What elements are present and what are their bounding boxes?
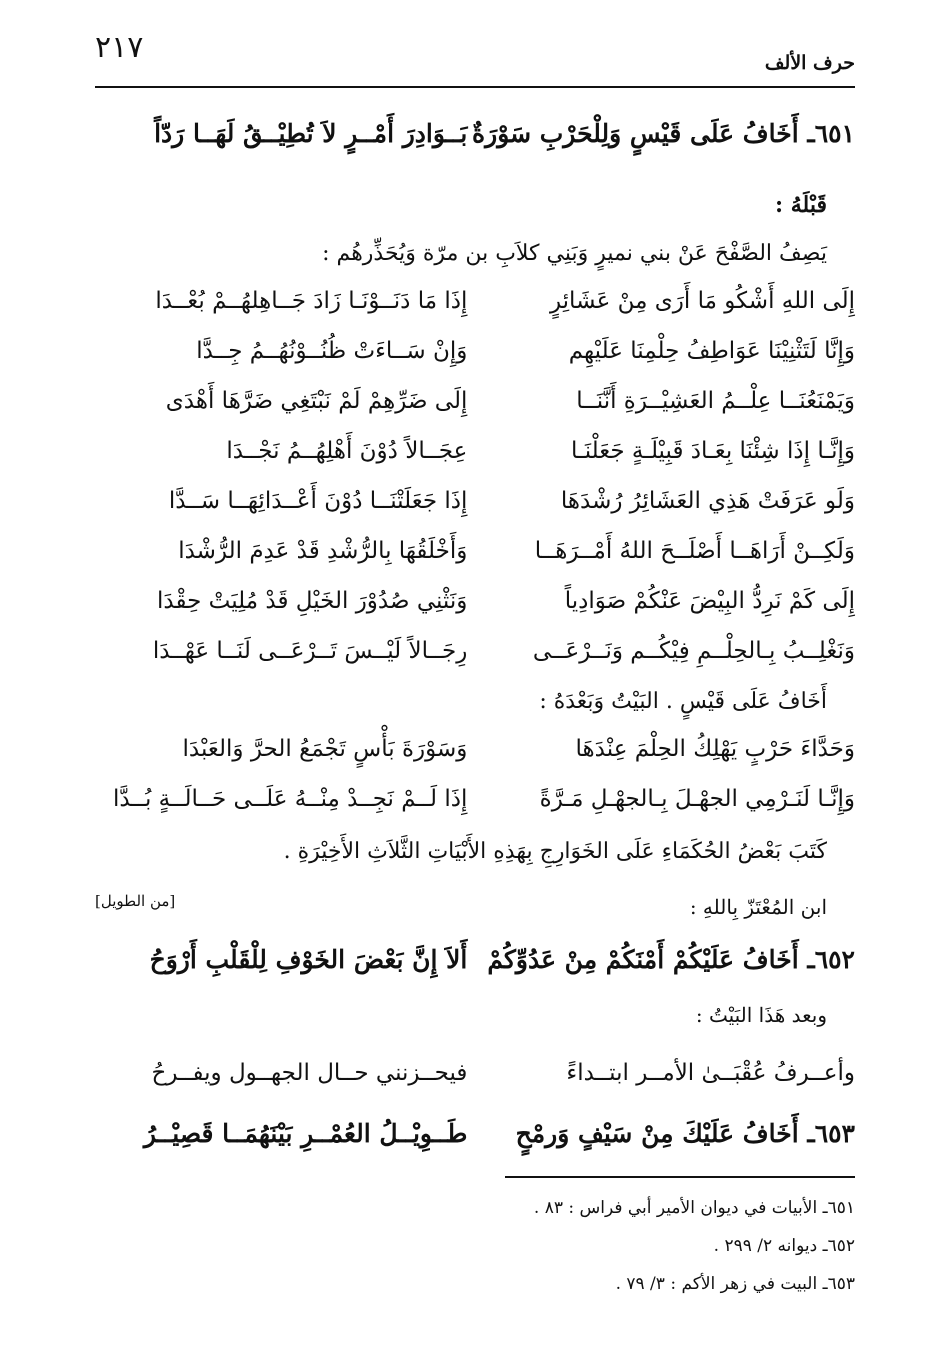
verse-653 <box>95 1108 855 1158</box>
verse-653-second-hemistich: طَــوِيْــلُ العُمْــرِ بَيْنَهُمَــا قَصِيْــرُ <box>143 1118 468 1148</box>
wrote-note: كَتَبَ بَعْضُ الحُكَمَاءِ عَلَى الخَوَارِجِ بِهَذِهِ الأَبْيَاتِ الثَّلاَثِ الأَخِيْرَةِ . <box>283 838 827 864</box>
verse-after-2-first: وَإِنَّـا لَنَـرْمِي الجهْـلَ بِـالجهْـلِ مَـرَّةً <box>539 786 855 812</box>
verse-after-652-second: فيحــزنني حــال الجهــول ويفــرحُ <box>151 1060 468 1086</box>
description-line: يَصِفُ الصَّفْحَ عَنْ بني نميرٍ وَبَنِي كلاَبِ بن مرّة وَيُحَذِّرهُم : <box>322 240 827 266</box>
verse-before-7-second: وَنَثْنِي صُدُوْرَ الخَيْلِ قَدْ مُلِيَتْ حِقْدَا <box>157 588 468 614</box>
verse-before-1-second: إِذَا مَا دَنَــوْنَـا زَادَ جَــاهِلهُــمْ بُعْــدَا <box>155 288 468 314</box>
running-header: حرف الألف <box>764 52 855 74</box>
verse-652-first-text: أَخَافُ عَلَيْكُمْ أَمْنَكُمْ مِنْ عَدُوِّكُمْ <box>487 944 799 974</box>
verse-before-4 <box>95 426 855 476</box>
footnote-651: ٦٥١ـ الأبيات في ديوان الأمير أبي فراس : ٨٣ . <box>533 1198 855 1218</box>
verse-after-1 <box>95 724 855 774</box>
verse-after-652-first: وأعــرفُ عُقْبَــىٰ الأمــر ابتــداءً <box>566 1060 855 1086</box>
poet-652: ابن المُعْتَزّ بِاللهِ : <box>689 895 827 919</box>
verse-after-1-second: وَسَوْرَةَ بَأْسٍ تَجْمَعُ الحرَّ وَالعَبْدَا <box>182 736 468 762</box>
page-number: ٢١٧ <box>95 30 144 65</box>
verse-before-4-first: وَإِنَّـا إِذَا شِئْنَا بِعَـادَ قَبِيْلَـةٍ جَعَلْنَـا <box>570 438 855 464</box>
verse-before-6-second: وَأَخْلَقُهَا بِالرُّشْدِ قَدْ عَدِمَ الرُّشْدَا <box>178 538 468 564</box>
verse-before-8 <box>95 626 855 676</box>
verse-before-2 <box>95 326 855 376</box>
verse-before-5 <box>95 476 855 526</box>
verse-before-4-second: عِجَــالاً دُوْنَ أَهْلِهُــمُ نَجْــدَا <box>226 438 468 464</box>
meter-652: [من الطويل] <box>95 892 176 910</box>
after-label: أَخَافُ عَلَى قَيْسٍ . البَيْتُ وَبَعْدَهُ : <box>539 688 827 714</box>
footnote-rule <box>505 1176 855 1178</box>
verse-before-2-second: وَإِنْ سَــاءَتْ ظُنُــوْنُهُــمُ جِــدَّا <box>196 338 468 364</box>
verse-before-5-first: وَلَو عَرَفَتْ هَذِي العَشَائِرُ رُشْدَهَا <box>560 488 855 514</box>
verse-653-first-hemistich <box>467 1119 855 1148</box>
after-652-label: وبعد هَذَا البَيْتُ : <box>695 1003 827 1027</box>
verse-before-5-second: إِذَا جَعَلَتْنَــا دُوْنَ أَعْــدَائِهَــا سَــدَّا <box>168 488 468 514</box>
verse-652-first-hemistich <box>467 945 855 974</box>
verse-before-3-first: وَيَمْنَعُنَــا عِلْــمُ العَشِيْــرَةِ أَنَّنَــا <box>576 388 855 414</box>
verse-651 <box>95 108 855 158</box>
verse-652-second-hemistich: أَلاَ إِنَّ بَعْضَ الخَوْفِ لِلْقَلْبِ أَرْوَحُ <box>149 944 468 974</box>
verse-651-first-hemistich <box>467 119 855 148</box>
verse-652-number: ٦٥٢ـ <box>807 944 855 974</box>
verse-after-2 <box>95 774 855 824</box>
verse-651-second-hemistich: بَــوَادِرَ أَمْــرٍ لاَ تُطِيْــقُ لَهَــا رَدّاً <box>154 118 468 148</box>
verse-after-652 <box>95 1048 855 1098</box>
verse-before-3 <box>95 376 855 426</box>
verse-651-first-text: أَخَافُ عَلَى قَيْسٍ وَلِلْحَرْبِ سَوْرَةٌ <box>472 118 799 148</box>
verse-before-7-first: إِلَى كَمْ نَرِدُّ البِيْضَ عَنْكُمْ صَوَادِياً <box>564 588 855 614</box>
book-page <box>95 30 855 1340</box>
verse-652 <box>95 934 855 984</box>
verse-653-number: ٦٥٣ـ <box>807 1118 855 1148</box>
verse-before-3-second: إِلَى ضَرِّهِمْ لَمْ نَبْتَغِي ضَرَّهَا أَهْدَى <box>165 388 468 414</box>
header-rule <box>95 86 855 88</box>
verse-before-1-first: إِلَى اللهِ أَشْكُو مَا أَرَى مِنْ عَشَائِرٍ <box>549 288 855 314</box>
verse-before-7 <box>95 576 855 626</box>
verse-before-6 <box>95 526 855 576</box>
verse-before-6-first: وَلَكِــنْ أَرَاهَــا أَصْلَــحَ اللهُ أَمْــرَهَــا <box>534 538 855 564</box>
qablahu-label: قَبْلَهُ : <box>774 192 827 218</box>
footnote-652: ٦٥٢ـ ديوانه ٢/ ٢٩٩ . <box>713 1236 855 1256</box>
verse-651-number: ٦٥١ـ <box>807 118 855 148</box>
verse-before-8-second: رِجَــالاً لَيْــسَ تَــرْعَــى لَنَــا عَهْــدَا <box>152 638 468 664</box>
verse-after-1-first: وَحَدَّاءَ حَرْبٍ يَهْلِكُ الحِلْمَ عِنْدَهَا <box>575 736 855 762</box>
verse-after-2-second: إِذَا لَــمْ نَجِــدْ مِنْــهُ عَلَــى حَــالَــةٍ بُــدَّا <box>113 786 468 812</box>
verse-653-first-text: أَخَافُ عَلَيْكَ مِنْ سَيْفٍ وَرمْحٍ <box>515 1118 799 1148</box>
verse-before-8-first: وَنَغْلِــبُ بِـالحِلْــمِ فِيْكُــم وَنَــرْعَــى <box>532 638 855 664</box>
verse-before-2-first: وَإِنَّا لَتَثْنِيْنَا عَوَاطِفُ حِلْمِنَا عَلَيْهِم <box>568 338 855 364</box>
verse-before-1 <box>95 276 855 326</box>
footnote-653: ٦٥٣ـ البيت في زهر الأكم : ٣/ ٧٩ . <box>615 1274 855 1294</box>
